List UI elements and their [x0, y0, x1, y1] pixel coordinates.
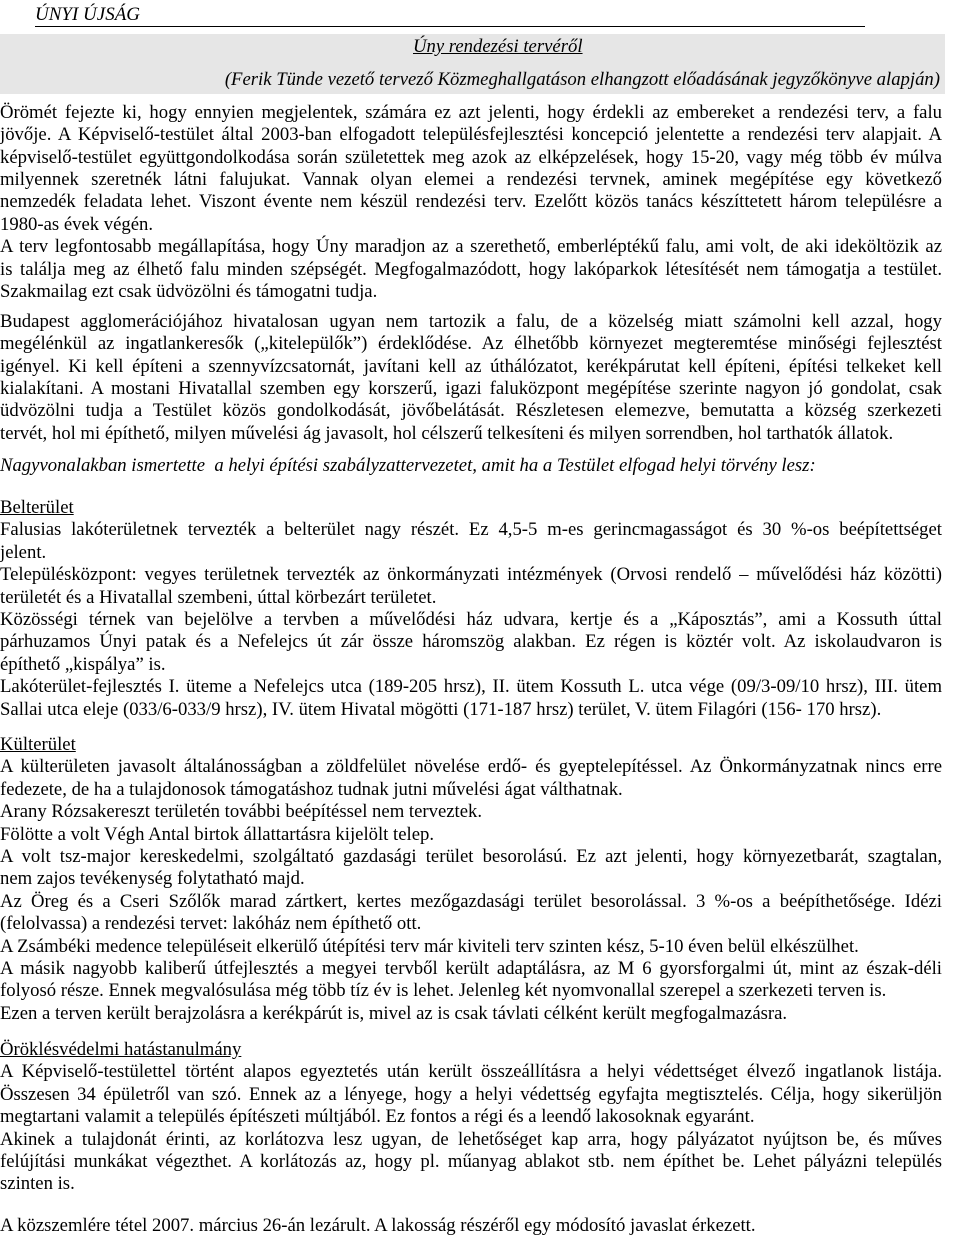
text-line: üdvözölni tudja a Testület közös gondolkodását, jövőbelátását. Részletesen elemezve, bemutatta a község szerkezeti [0, 400, 942, 422]
text-line: megélénkül az ingatlankeresők („kitelepülők”) érdeklődése. Az élhetőbb környezet megteremtése minőségi fejlesztést [0, 333, 942, 355]
section-oroklesvedelmi [0, 1039, 942, 1196]
text-line: szinten is. [0, 1173, 75, 1195]
text-line: kialakítani. A mostani Hivatallal szemben egy korszerű, igazi faluközpont megépítése szerinte nagyon jó gondolat, csak [0, 378, 942, 400]
text-line: párhuzamos Únyi patak és a Nefelejcs út zár össze háromszög alakban. Ez régen is köztér volt. Az iskolaudvaron is [0, 631, 942, 653]
text-line: A másik nagyobb kaliberű útfejlesztés a megyei tervből került adaptálásra, az M 6 gyorsforgalmi út, mint az észak-déli [0, 958, 942, 979]
text-line: Arany Rózsakereszt területén további beépítéssel nem terveztek. [0, 801, 483, 823]
paragraph [0, 102, 942, 236]
paragraph [0, 958, 942, 1003]
paragraph [0, 1061, 942, 1128]
text-line: képviselő-testület együttgondolkodása során születettek meg azok az elképzelések, hogy 15-20, vagy még több év múlva [0, 146, 942, 168]
paragraph [0, 519, 942, 564]
section-paragraphs [0, 756, 942, 1025]
text-line: nemzedék feladata lehet. Viszont évente nem készül rendezési terv. Ezelőtt közös tanács készíttetett három településre a [0, 191, 942, 213]
text-line: A volt tsz-major kereskedelmi, szolgáltató gazdasági terület besorolású. Ez azt jelenti, hogy környezetbarát, szagtalan, [0, 845, 942, 867]
text-line: Ezen a terven került berajzolásra a kerékpárút is, mivel az is csak távlati célként került megfogalmazásra. [0, 1002, 788, 1024]
text-line: Falusias lakóterületnek tervezték a belterület nagy részét. Ez 4,5-5 m-es gerincmagasságot és 30 %-os beépítettséget [0, 519, 942, 541]
text-line: nem zajos tevékenység folytatható majd. [0, 868, 305, 890]
paragraph [0, 1129, 942, 1196]
text-line: építhető „kispálya” is. [0, 653, 166, 675]
text-line: jövője. A Képviselő-testület által 2003-ban elfogadott településfejlesztési koncepció jelentette a rendezési terv alapjait. A [0, 124, 942, 146]
section-paragraphs [0, 519, 942, 721]
masthead [35, 4, 865, 27]
closing-paragraph [0, 1215, 942, 1237]
article-title: Úny rendezési tervéről [413, 36, 583, 57]
section-heading-label: Öröklésvédelmi hatástanulmány [0, 1039, 242, 1061]
section-heading [0, 734, 942, 756]
paragraph [0, 1215, 942, 1237]
section-heading-label: Belterület [0, 496, 74, 518]
paragraph [0, 609, 942, 676]
text-line: Örömét fejezte ki, hogy ennyien megjelentek, számára ez azt jelenti, hogy érdekli az embereket a rendezési terv, a falu [0, 101, 942, 123]
paragraph [0, 824, 942, 846]
paragraph [0, 236, 942, 303]
text-line: jelent. [0, 541, 47, 563]
text-line: megtartani valamit a település építészeti múltjából. Ez fontos a régi és a leendő lakosoknak egyaránt. [0, 1106, 755, 1128]
summary-line: Nagyvonalakban ismertette a helyi építési szabályzattervezetet, amit ha a Testület elfogad helyi törvény lesz: [0, 454, 816, 476]
article-body [0, 102, 942, 1238]
text-line: területét és a Hivatallal szembeni, úttal körbezárt területet. [0, 586, 437, 608]
text-line: Összesen 34 épületről van szó. Ennek az a lényege, hogy a helyi védettség egyfajta megtisztelés. Célja, hogy sikerüljön [0, 1083, 942, 1105]
text-line: fedezete, de ha a tulajdonosok támogatáshoz tudnak jutni művelési ágat válthatnak. [0, 778, 623, 800]
text-line: Budapest agglomerációjához hivatalosan ugyan nem tartozik a falu, de a közelség miatt számolni kell azzal, hogy [0, 310, 942, 332]
text-line: Közösségi térnek van bejelölve a tervben a művelődési ház udvara, kertje és a „Káposztás”, ami a Kossuth úttal [0, 608, 942, 630]
paragraph [0, 801, 942, 823]
text-line: Fölötte a volt Végh Antal birtok állattartásra kijelölt telep. [0, 823, 435, 845]
section-belterulet [0, 497, 942, 721]
section-heading-label: Külterület [0, 733, 76, 755]
text-line: is találja meg az élhető falu minden szépségét. Megfogalmazódott, hogy lakóparkok létesítését nem támogatja a testület. [0, 258, 942, 280]
section-heading [0, 1039, 942, 1061]
masthead-title: ÚNYI ÚJSÁG [35, 4, 141, 25]
section-kulterulet [0, 734, 942, 1025]
section-paragraphs [0, 1061, 942, 1195]
text-line: (felolvassa) a rendezési tervet: lakóház nem építhető ott. [0, 913, 422, 935]
text-line: Sallai utca eleje (033/6-033/9 hrsz), IV. ütem Hivatal mögötti (171-187 hrsz) terület, V. ütem Filagóri (156- 170 hrsz). [0, 698, 882, 720]
text-line: Akinek a tulajdonát érinti, az korlátozva lesz ugyan, de lehetőséget kap arra, hogy pályázatot nyújtson be, és műves [0, 1128, 942, 1150]
section-heading [0, 497, 942, 519]
paragraph [0, 891, 942, 936]
article-banner [0, 34, 945, 94]
intro-paragraphs [0, 102, 942, 445]
paragraph [0, 311, 942, 445]
text-line: 1980-as évek végén. [0, 213, 154, 235]
text-line: Lakóterület-fejlesztés I. üteme a Nefelejcs utca (189-205 hrsz), II. ütem Kossuth L. utca vége (09/3-09/10 hrsz), III. ütem [0, 676, 942, 698]
text-line: A közszemlére tétel 2007. március 26-án lezárult. A lakosság részéről egy módosító javaslat érkezett. [0, 1215, 756, 1237]
paragraph [0, 1003, 942, 1025]
paragraph [0, 756, 942, 801]
text-line: Településközpont: vegyes területnek tervezték az önkormányzati intézmények (Orvosi rendelő – művelődési ház közötti) [0, 564, 942, 586]
paragraph [0, 846, 942, 891]
text-line: felújítási munkákat végezthet. A korlátozás az, hogy pl. műanyag ablakot stb. nem építhet be. Lehet pályázni település [0, 1151, 942, 1173]
text-line: tervét, hol mi építhető, milyen művelési ág javasolt, hol célszerű telkesíteni és milyen sorrendben, hol tarthatók állatok. [0, 422, 894, 444]
text-line: Szakmailag ezt csak üdvözölni és támogatni tudja. [0, 281, 378, 303]
text-line: folyosó része. Ennek megvalósulása még több tíz év is lehet. Jelenleg két nyomvonallal szerepel a szerkezeti terven is. [0, 980, 887, 1002]
text-line: A Zsámbéki medence településeit elkerülő útépítési terv már kiviteli terv szinten kész, 5-10 éven belül elkészülhet. [0, 935, 859, 957]
text-line: A Képviselő-testülettel történt alapos egyeztetés után került összeállításra a helyi védettséget élvező ingatlanok listája. [0, 1061, 942, 1083]
paragraph [0, 564, 942, 609]
text-line: igényel. Ki kell építeni a szennyvízcsatornát, javítani kell az úthálózatot, kerékpárutat kell építeni, építési telkeket kell [0, 355, 942, 377]
text-line: A terv legfontosabb megállapítása, hogy Úny maradjon az a szerethető, emberléptékű falu, ami volt, de aki ideköltözik az [0, 236, 942, 258]
paragraph [0, 676, 942, 721]
text-line: milyennek szeretnék látni falujukat. Vannak olyan elemei a rendezési tervnek, aminek megépítése egy következő [0, 169, 942, 191]
text-line: Az Öreg és a Cseri Szőlők marad zártkert, kertes mezőgazdasági terület besorolással. 3 %-os a beépíthetősége. Idézi [0, 890, 942, 912]
text-line: A külterületen javasolt általánosságban a zöldfelület növelése erdő- és gyeptelepítéssel. Az Önkormányzatnak nincs erre [0, 756, 942, 778]
paragraph [0, 936, 942, 958]
article-subtitle: (Ferik Tünde vezető tervező Közmeghallgatáson elhangzott előadásának jegyzőkönyve alapján) [224, 69, 940, 90]
